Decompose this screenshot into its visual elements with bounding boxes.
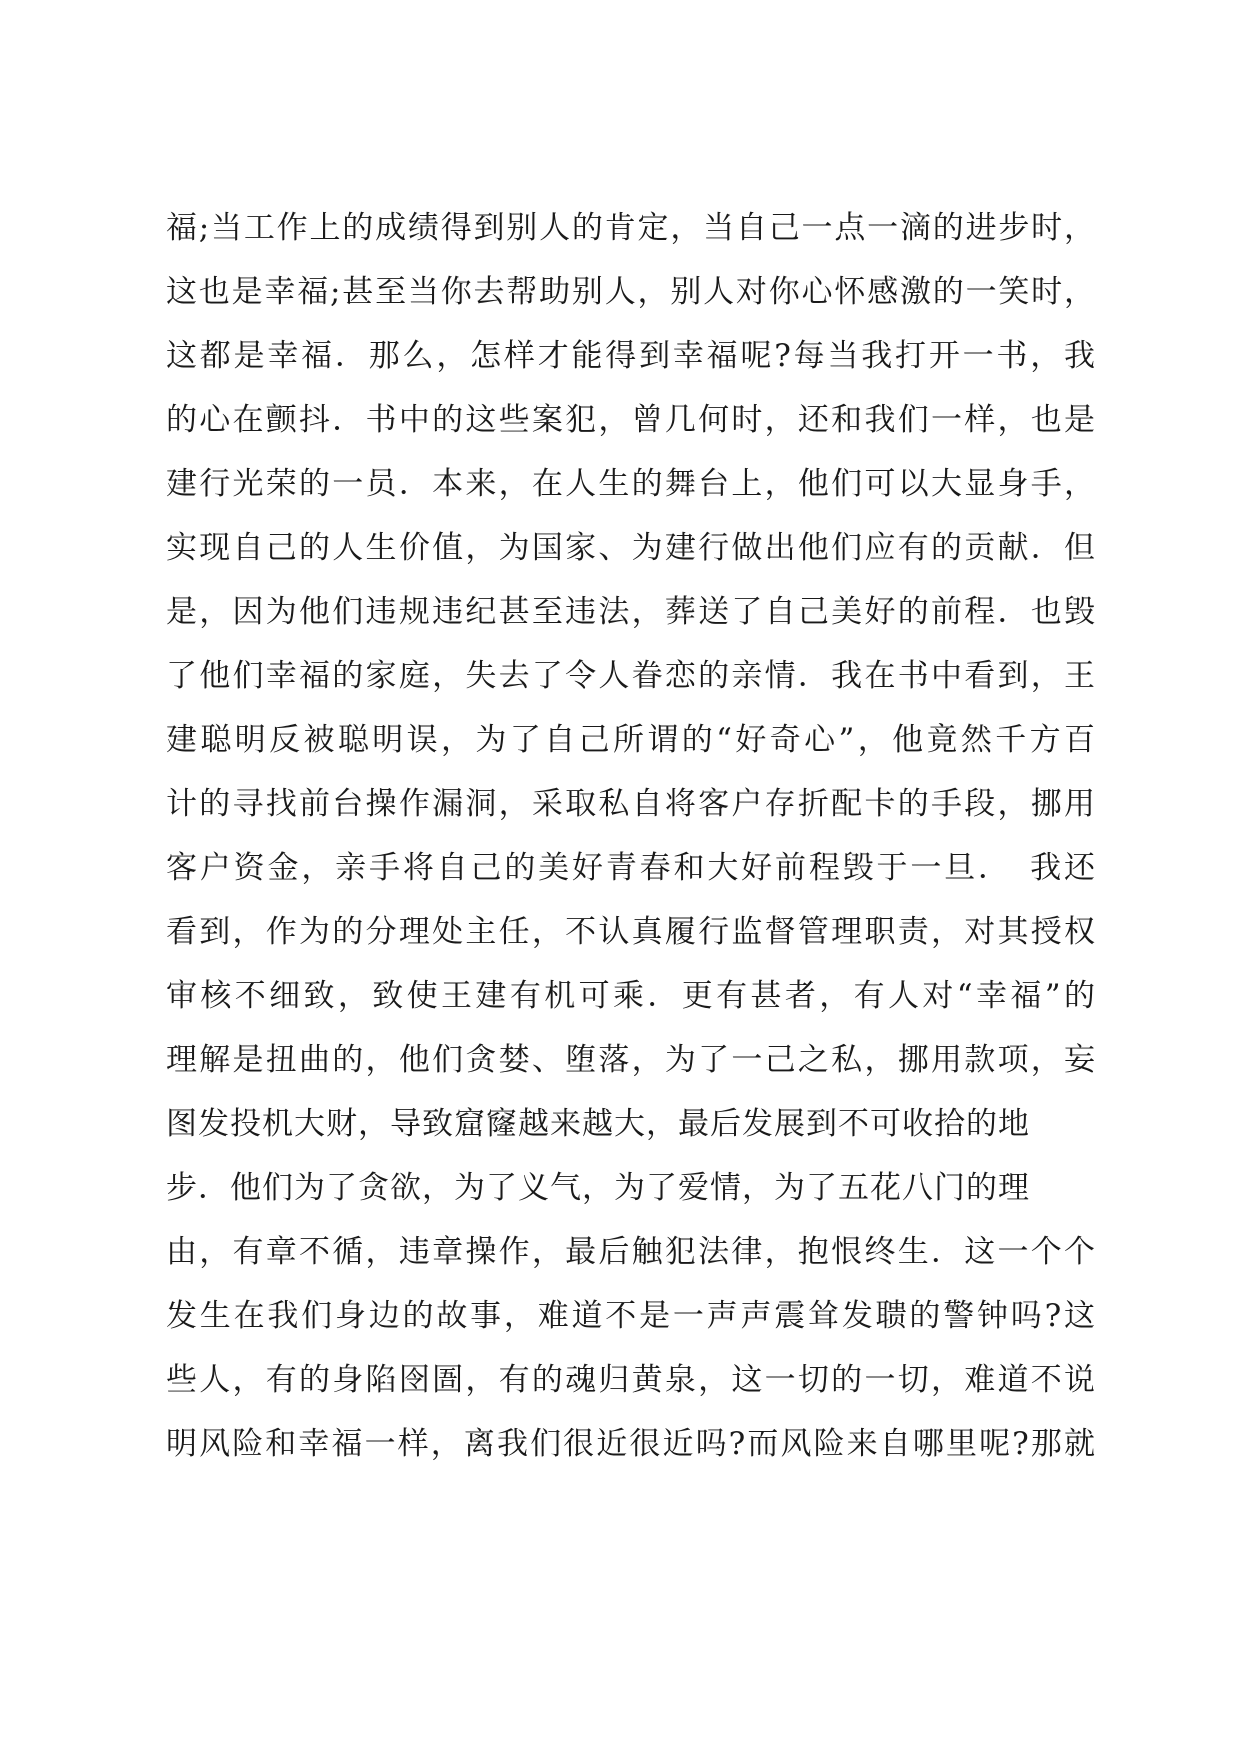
text-line: 这都是幸福．那么，怎样才能得到幸福呢?每当我打开一书，我	[166, 338, 1096, 374]
text-line: 理解是扭曲的，他们贪婪、堕落，为了一己之私，挪用款项，妄	[166, 1042, 1096, 1078]
text-line: 图发投机大财，导致窟窿越来越大，最后发展到不可收拾的地	[166, 1106, 1030, 1142]
text-line: 由，有章不循，违章操作，最后触犯法律，抱恨终生．这一个个	[166, 1234, 1096, 1270]
text-line: 审核不细致，致使王建有机可乘．更有甚者，有人对“幸福”的	[166, 978, 1096, 1014]
text-line: 看到，作为的分理处主任，不认真履行监督管理职责，对其授权	[166, 914, 1096, 950]
text-line: 些人，有的身陷囹圄，有的魂归黄泉，这一切的一切，难道不说	[166, 1362, 1096, 1398]
body-text	[166, 196, 1096, 1476]
text-line: 发生在我们身边的故事，难道不是一声声震耸发聩的警钟吗?这	[166, 1298, 1096, 1334]
text-line: 建行光荣的一员．本来，在人生的舞台上，他们可以大显身手，	[166, 466, 1096, 502]
text-line: 是，因为他们违规违纪甚至违法，葬送了自己美好的前程．也毁	[166, 594, 1096, 630]
text-line: 明风险和幸福一样，离我们很近很近吗?而风险来自哪里呢?那就	[166, 1426, 1096, 1462]
text-line: 建聪明反被聪明误，为了自己所谓的“好奇心”，他竟然千方百	[166, 722, 1096, 758]
text-line: 计的寻找前台操作漏洞，采取私自将客户存折配卡的手段，挪用	[166, 786, 1096, 822]
text-line: 的心在颤抖．书中的这些案犯，曾几何时，还和我们一样，也是	[166, 402, 1096, 438]
text-line: 客户资金，亲手将自己的美好青春和大好前程毁于一旦． 我还	[166, 850, 1096, 886]
text-line: 这也是幸福;甚至当你去帮助别人，别人对你心怀感激的一笑时，	[166, 274, 1096, 310]
text-line: 实现自己的人生价值，为国家、为建行做出他们应有的贡献．但	[166, 530, 1096, 566]
text-line: 福;当工作上的成绩得到别人的肯定，当自己一点一滴的进步时，	[166, 210, 1096, 246]
text-line: 步．他们为了贪欲，为了义气，为了爱情，为了五花八门的理	[166, 1170, 1030, 1206]
text-line: 了他们幸福的家庭，失去了令人眷恋的亲情．我在书中看到，王	[166, 658, 1096, 694]
